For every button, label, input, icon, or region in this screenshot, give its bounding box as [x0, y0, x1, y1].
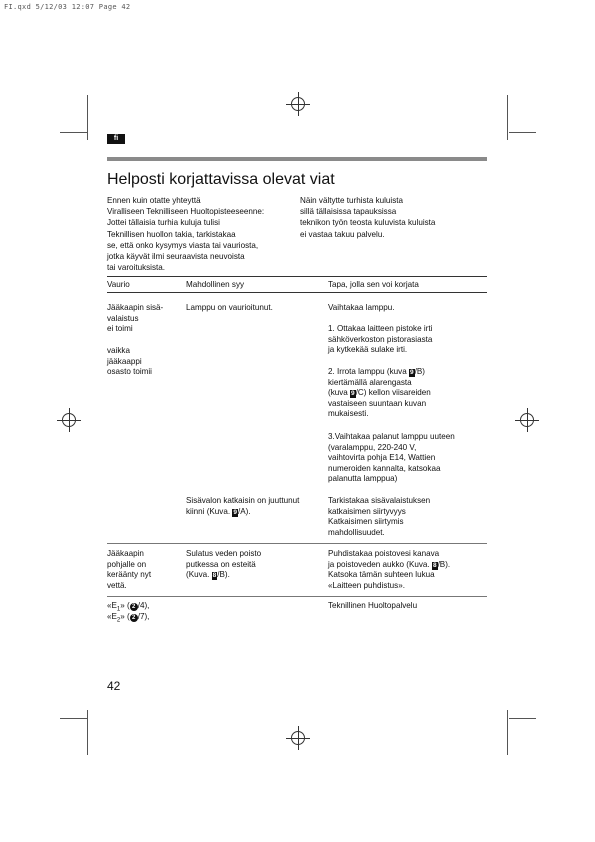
figure-ref: 9: [409, 369, 414, 376]
column-header-cause: Mahdollinen syy: [186, 280, 245, 289]
figure-ref-circle: 2: [130, 614, 138, 622]
registration-mark-bottom: [291, 731, 305, 745]
cause-drain: Sulatus veden poisto putkessa on esteitä (Kuva. 8/B).: [186, 549, 262, 580]
registration-mark-right: [520, 413, 534, 427]
remedy-step-3: 3.Vaihtakaa palanut lamppu uuteen (varalamppu, 220-240 V, vaihtovirta pohja E14, Wattien numeroiden kannalta, katsokaa palanutta lamppua): [328, 432, 455, 484]
page-title: Helposti korjattavissa olevat viat: [107, 171, 335, 188]
language-badge: fi: [107, 134, 125, 144]
remedy-switch: Tarkistakaa sisävalaistuksen katkaisimen siirtyvyys Katkaisimen siirtymis mahdollisuudet.: [328, 496, 431, 537]
registration-mark-top: [291, 97, 305, 111]
crop-mark: [507, 710, 508, 755]
cause-lamp: Lamppu on vaurioitunut.: [186, 303, 273, 312]
table-top-rule: [107, 276, 487, 277]
column-header-remedy: Tapa, jolla sen voi korjata: [328, 280, 419, 289]
column-header-fault: Vaurio: [107, 280, 130, 289]
fault-light-note: vaikka jääkaappi osasto toimii: [107, 346, 152, 377]
remedy-drain: Puhdistakaa poistovesi kanava ja poistoveden aukko (Kuva. 8/B). Katsoka tämän suhteen lukua «Laitteen puhdistus».: [328, 549, 451, 590]
registration-mark-left: [62, 413, 76, 427]
fault-water: Jääkaapin pohjalle on keräänty nyt vettä.: [107, 549, 152, 590]
crop-mark: [87, 710, 88, 755]
crop-mark: [87, 95, 88, 140]
crop-mark: [60, 132, 87, 133]
figure-ref: 9: [233, 508, 237, 516]
remedy-step-2: 2. Irrota lamppu (kuva 9/B) kiertämällä alarengasta (kuva 9/C) kellon viisareiden vastaiseen suuntaan kuvan mukaisesti.: [328, 367, 431, 419]
fault-error-e1: «$E_1$» ( 2 /4),: [107, 601, 150, 613]
crop-mark: [60, 718, 87, 719]
cause-switch: Sisävalon katkaisin on juuttunut kiinni (Kuva. 9/A).: [186, 496, 300, 516]
page-number: 42: [107, 679, 121, 693]
remedy-service: Teknillinen Huoltopalvelu: [328, 601, 418, 610]
print-slug: FI.qxd 5/12/03 12:07 Page 42: [4, 3, 131, 11]
intro-left-text: Ennen kuin otatte yhteyttä Viralliseen Teknilliseen Huoltopisteeseenne: Jottei tällaisia turhia kuluja tulisi Teknillisen huollon takia, tarkistakaa se, että onko kysymys viasta tai vauriosta, jotka käyvät ilmi seuraavista neuvoista tai varoituksista.: [107, 196, 265, 273]
intro-right-text: Näin vältytte turhista kuluista sillä tällaisissa tapauksissa teknikon työn teosta kuluvista kuluista ei vastaa takuu palvelu.: [300, 196, 436, 239]
row-divider: [107, 543, 487, 544]
fault-error-e2: «$E_2$» ( 2 /7),: [107, 612, 150, 624]
row-divider: [107, 596, 487, 597]
fault-light: Jääkaapin sisä- valaistus ei toimi: [107, 303, 164, 334]
crop-mark: [509, 132, 536, 133]
remedy-lamp: Vaihtakaa lamppu.: [328, 303, 395, 312]
remedy-step-1: 1. Ottakaa laitteen pistoke irti sähköverkoston pistorasiasta ja kytkekää sulake irti.: [328, 324, 433, 355]
figure-ref: 8: [212, 572, 217, 580]
table-header-rule: [107, 292, 487, 293]
crop-mark: [509, 718, 536, 719]
figure-ref: 9: [351, 390, 355, 398]
figure-ref: 8: [432, 561, 437, 569]
header-rule: [107, 157, 487, 161]
crop-mark: [507, 95, 508, 140]
figure-ref-circle: 2: [130, 603, 138, 611]
